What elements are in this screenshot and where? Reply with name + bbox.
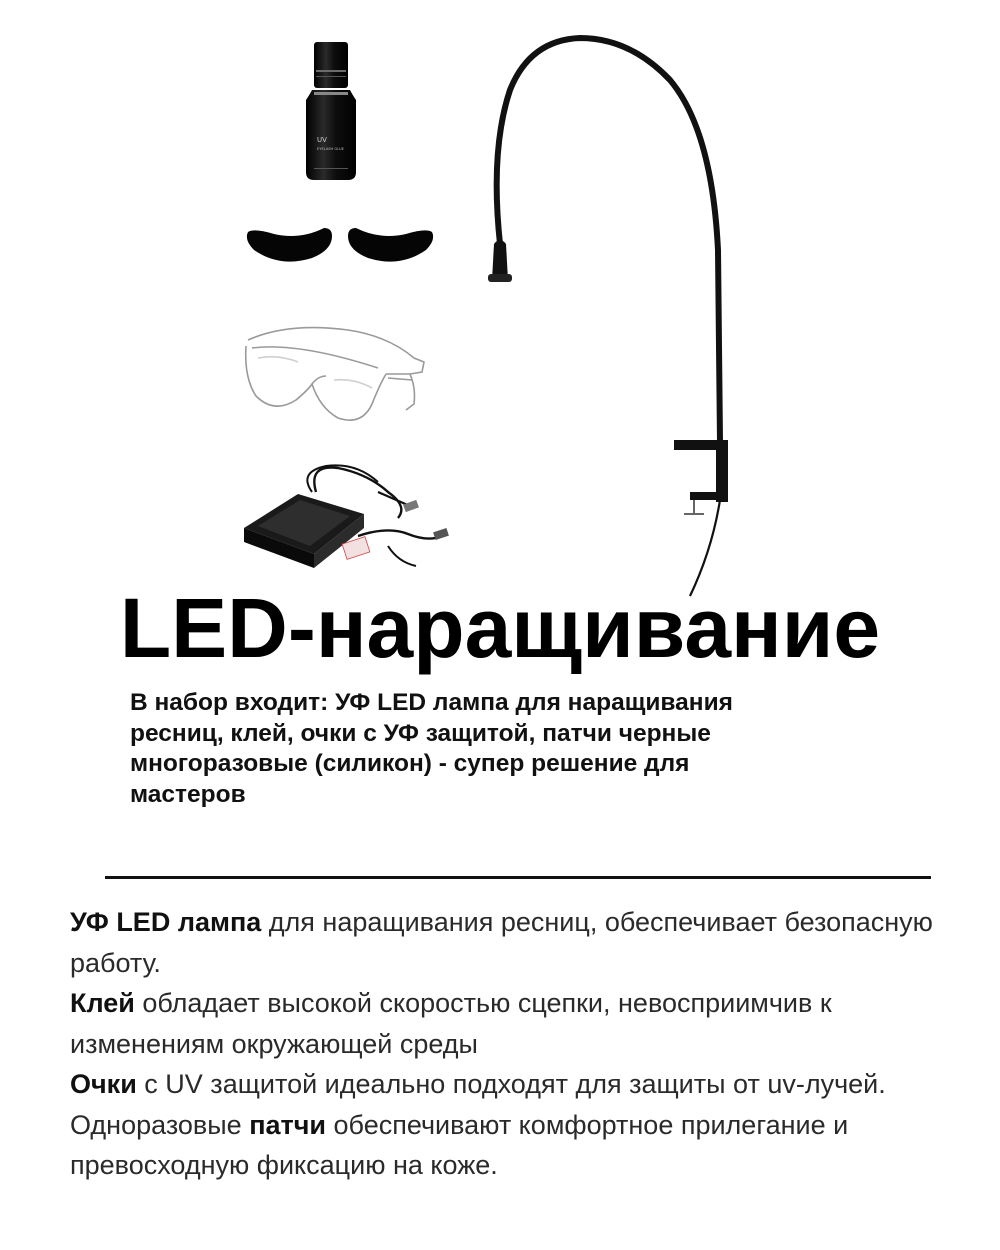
product-details [70,902,970,1186]
bottle-label-name: EYELASH GLUE [317,147,344,151]
detail-patches-title: патчи [249,1109,327,1140]
detail-lamp [70,902,970,983]
detail-glasses-title: Очки [70,1069,137,1099]
detail-glue [70,983,970,1064]
detail-glue-title: Клей [70,988,135,1018]
eye-patches-icon [240,218,440,268]
detail-lamp-title: УФ LED лампа [70,907,262,937]
detail-glasses [70,1064,970,1105]
kit-description: В набор входит: УФ LED лампа для наращивания ресниц, клей, очки с УФ защитой, патчи черные многоразовые (силикон) - супер решение для мастеров [130,689,733,808]
glue-bottle-icon [300,40,362,182]
detail-lamp-text: для наращивания ресниц, обеспечивает безопасную работу. [70,907,933,978]
detail-patches-text: обеспечивают комфортное прилегание и превосходную фиксацию на коже. [70,1109,849,1180]
safety-glasses-icon [238,318,428,430]
foot-pedal-icon [238,462,458,580]
page-title: LED-наращивание [119,581,881,675]
led-lamp-icon [480,30,740,600]
detail-patches-prefix: Одноразовые [70,1109,250,1140]
detail-patches [70,1105,970,1186]
divider [105,876,931,879]
bottle-label-uv: UV [317,136,327,144]
detail-glasses-text: с UV защитой идеально подходят для защиты от uv-лучей. [136,1069,886,1099]
detail-glue-text: обладает высокой скоростью сцепки, невосприимчив к изменениям окружающей среды [70,988,832,1059]
